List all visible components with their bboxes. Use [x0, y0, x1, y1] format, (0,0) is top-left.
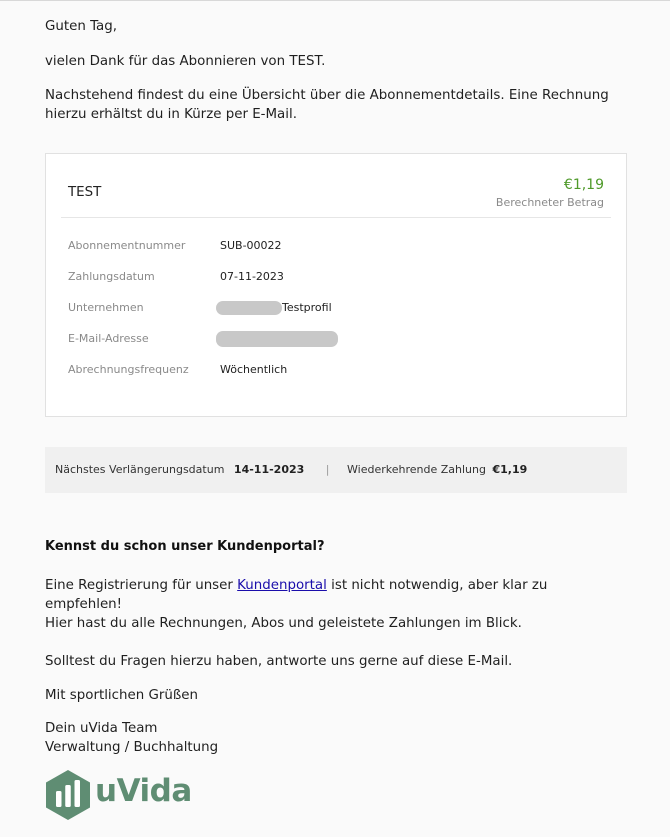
- intro-paragraph: [45, 86, 627, 124]
- signature-department: Verwaltung / Buchhaltung: [45, 740, 219, 755]
- customer-portal-link[interactable]: Kundenportal: [237, 578, 327, 593]
- charged-amount: €1,19: [563, 177, 604, 193]
- uvida-logo: [45, 769, 192, 821]
- detail-value: SUB-00022: [220, 239, 282, 252]
- charged-amount-label: Berechneter Betrag: [495, 196, 604, 209]
- detail-value: Wöchentlich: [220, 363, 288, 376]
- redacted-block: [216, 301, 282, 315]
- detail-value-company: [216, 299, 332, 317]
- questions-text: Solltest du Fragen hierzu haben, antworte uns gerne auf diese E-Mail.: [45, 654, 513, 669]
- portal-text-after-link: ist nicht notwendig, aber klar zu empfehlen!: [45, 578, 548, 612]
- portal-paragraph: [45, 576, 627, 633]
- portal-text-before-link: Eine Registrierung für unser: [45, 578, 238, 593]
- detail-label: Abonnementnummer: [68, 239, 186, 252]
- signature: [45, 719, 218, 757]
- detail-label: Unternehmen: [68, 301, 144, 314]
- uvida-hexagon-icon: [45, 769, 91, 821]
- recurring-payment-amount: €1,19: [492, 463, 528, 476]
- recurring-payment-label: Wiederkehrende Zahlung: [347, 463, 486, 476]
- redacted-email-block: [216, 331, 338, 347]
- intro-line-1: Nachstehend findest du eine Übersicht über die Abonnementdetails. Eine Rechnung: [45, 88, 609, 103]
- portal-line-1: [45, 576, 627, 614]
- greeting-text: Guten Tag,: [45, 19, 118, 34]
- detail-label: E-Mail-Adresse: [68, 332, 149, 345]
- renewal-summary-bar: [45, 447, 627, 493]
- company-name: Testprofil: [282, 301, 332, 314]
- closing-text: Mit sportlichen Grüßen: [45, 688, 199, 703]
- subscription-title: TEST: [68, 185, 102, 200]
- detail-value: 07-11-2023: [220, 270, 284, 283]
- next-renewal-label: Nächstes Verlängerungsdatum: [55, 463, 225, 476]
- detail-label: Zahlungsdatum: [68, 270, 155, 283]
- detail-value-email: [216, 330, 338, 348]
- card-divider: [61, 217, 611, 218]
- renewal-separator: |: [325, 463, 330, 476]
- subscription-card: [45, 153, 627, 417]
- next-renewal-date: 14-11-2023: [233, 463, 305, 476]
- signature-team: Dein uVida Team: [45, 721, 158, 736]
- portal-line-2: Hier hast du alle Rechnungen, Abos und geleistete Zahlungen im Blick.: [45, 616, 522, 631]
- thanks-text: vielen Dank für das Abonnieren von TEST.: [45, 54, 326, 69]
- detail-label: Abrechnungsfrequenz: [68, 363, 189, 376]
- intro-line-2: hierzu erhältst du in Kürze per E-Mail.: [45, 107, 297, 122]
- logo-wordmark: uVida: [95, 773, 192, 809]
- top-divider: [0, 0, 670, 1]
- portal-heading: Kennst du schon unser Kundenportal?: [45, 539, 325, 554]
